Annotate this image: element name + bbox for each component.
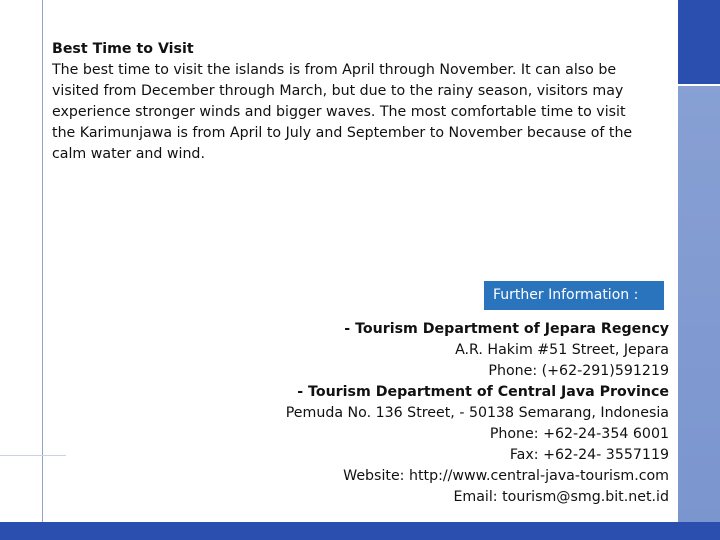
right-decor-separator bbox=[678, 84, 720, 86]
jepara-department-name: - Tourism Department of Jepara Regency bbox=[344, 321, 669, 337]
left-divider-line bbox=[42, 0, 43, 522]
website-text: Website: http://www.central-java-tourism.com bbox=[343, 468, 669, 484]
jepara-address: A.R. Hakim #51 Street, Jepara bbox=[455, 342, 669, 358]
central-java-phone: Phone: +62-24-354 6001 bbox=[489, 426, 669, 442]
left-tick-line bbox=[0, 455, 66, 456]
jepara-phone: Phone: (+62-291)591219 bbox=[488, 363, 669, 379]
right-decor-edge bbox=[677, 0, 678, 522]
central-java-fax: Fax: +62-24- 3557119 bbox=[509, 447, 669, 463]
email-text: Email: tourism@smg.bit.net.id bbox=[453, 489, 669, 505]
further-information-label: Further Information : bbox=[484, 281, 664, 310]
section-title: Best Time to Visit bbox=[52, 41, 194, 57]
contact-block bbox=[240, 319, 669, 508]
central-java-department-name: - Tourism Department of Central Java Province bbox=[297, 384, 669, 400]
best-time-section bbox=[52, 39, 652, 165]
central-java-address: Pemuda No. 136 Street, - 50138 Semarang, Indonesia bbox=[285, 405, 669, 421]
bottom-decor-bar bbox=[0, 522, 720, 540]
right-decor-band-top bbox=[678, 0, 720, 84]
section-body: The best time to visit the islands is from April through November. It can also be visited from December through March, but due to the rainy season, visitors may experience stronger winds and bigger waves. The most comfortable time to visit the Karimunjawa is from April to July and September to November because of the calm water and wind. bbox=[52, 62, 633, 162]
